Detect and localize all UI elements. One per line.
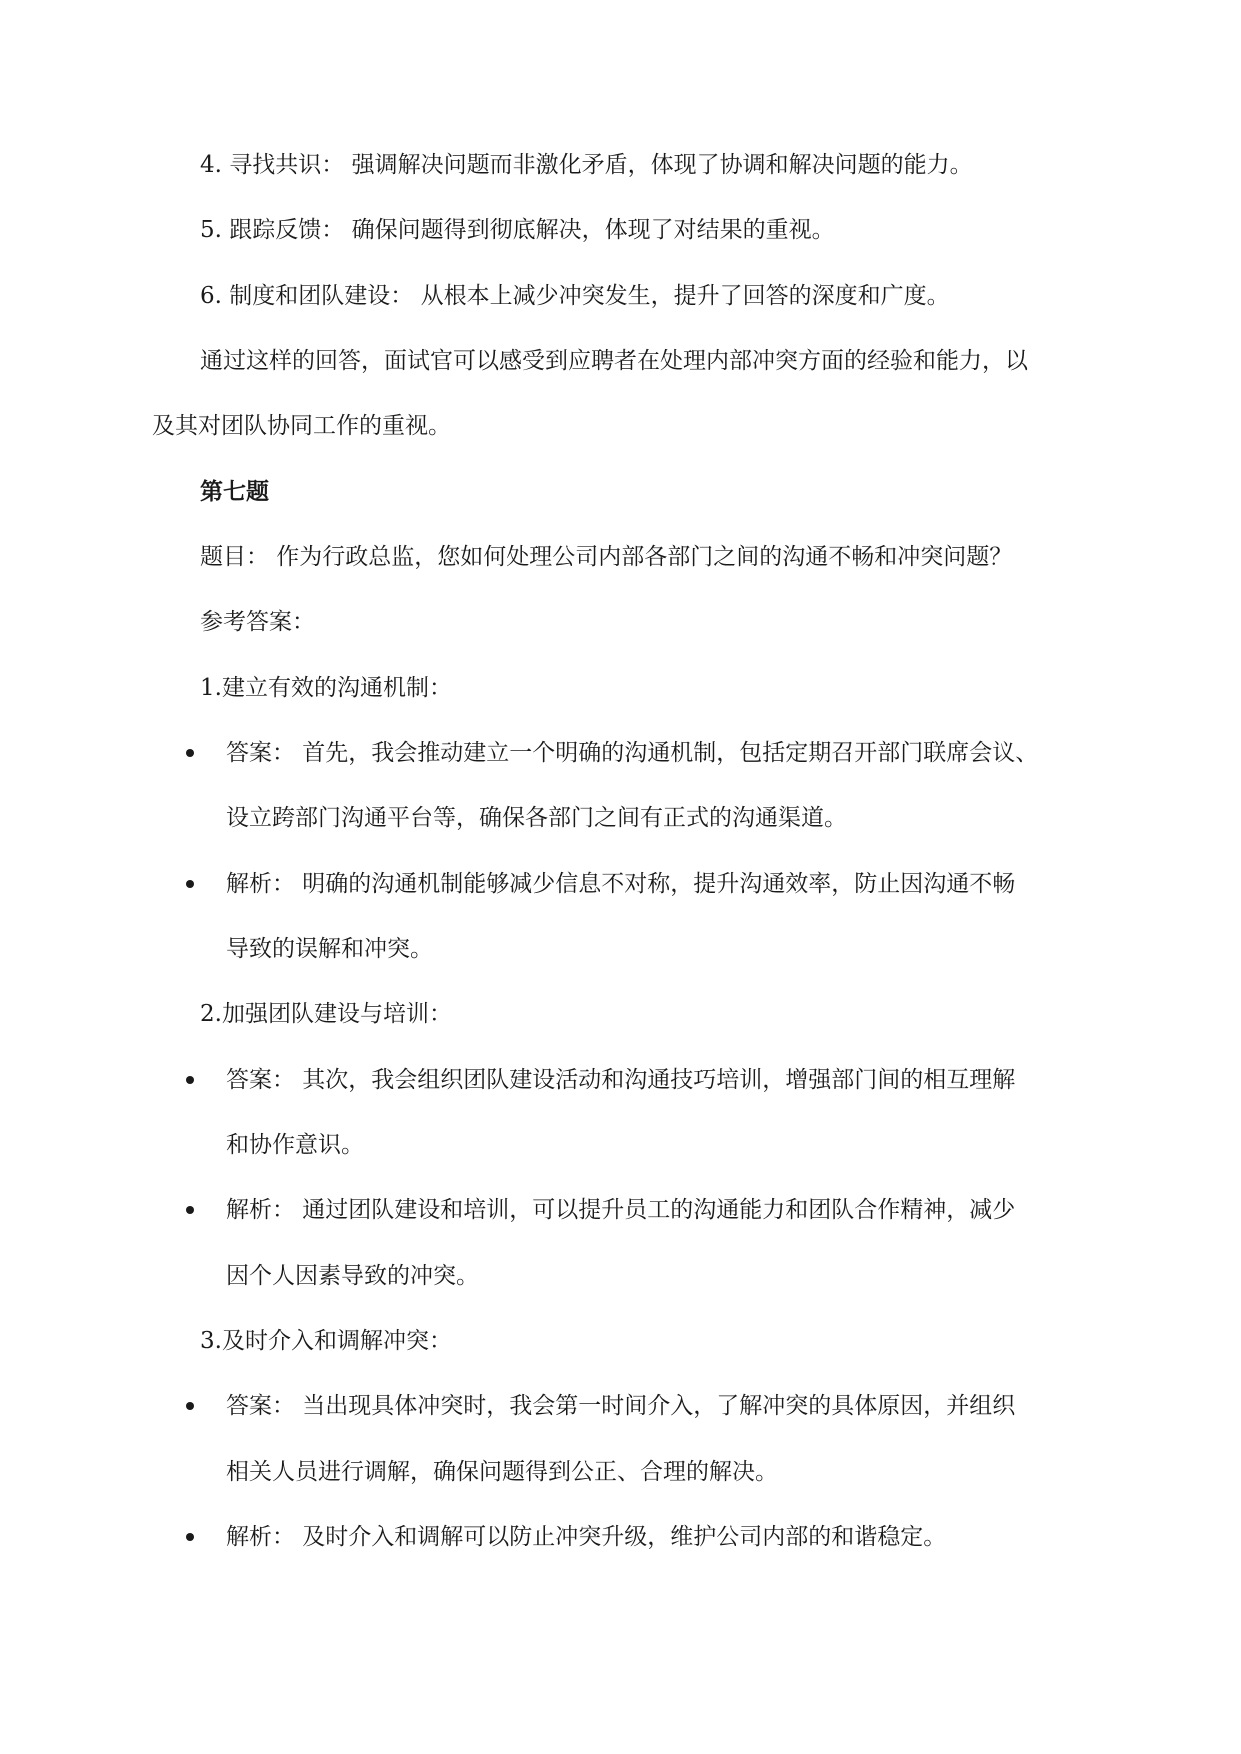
point-2-answer-line-1: 答案： 其次，我会组织团队建设活动和沟通技巧培训，增强部门间的相互理解 [226,1067,1016,1093]
point-2-analysis-line-1: 解析： 通过团队建设和培训，可以提升员工的沟通能力和团队合作精神，减少 [226,1197,1016,1223]
section-heading: 第七题 [200,479,269,505]
point-1-answer-line-2: 设立跨部门沟通平台等，确保各部门之间有正式的沟通渠道。 [226,805,847,831]
point-3-analysis-line-1: 解析： 及时介入和调解可以防止冲突升级，维护公司内部的和谐稳定。 [226,1524,947,1550]
bullet-icon [186,1206,194,1214]
point-2-answer-line-2: 和协作意识。 [226,1132,364,1158]
bullet-icon [186,1533,194,1541]
summary-item-4: 4. 寻找共识： 强调解决问题而非激化矛盾，体现了协调和解决问题的能力。 [200,152,973,178]
point-1-answer-line-1: 答案： 首先，我会推动建立一个明确的沟通机制，包括定期召开部门联席会议、 [226,740,1039,766]
point-3-answer-line-2: 相关人员进行调解，确保问题得到公正、合理的解决。 [226,1459,778,1485]
point-1-analysis-line-1: 解析： 明确的沟通机制能够减少信息不对称，提升沟通效率，防止因沟通不畅 [226,871,1016,897]
conclusion-paragraph-line-1: 通过这样的回答，面试官可以感受到应聘者在处理内部冲突方面的经验和能力，以 [200,348,1028,374]
summary-item-5: 5. 跟踪反馈： 确保问题得到彻底解决，体现了对结果的重视。 [200,217,835,243]
question-text: 题目： 作为行政总监，您如何处理公司内部各部门之间的沟通不畅和冲突问题？ [200,544,1013,570]
bullet-icon [186,1076,194,1084]
point-title-3: 3.及时介入和调解冲突： [200,1328,452,1354]
point-title-2: 2.加强团队建设与培训： [200,1001,452,1027]
bullet-icon [186,880,194,888]
point-2-analysis-line-2: 因个人因素导致的冲突。 [226,1263,479,1289]
bullet-icon [186,749,194,757]
answer-label: 参考答案： [200,609,315,635]
point-title-1: 1.建立有效的沟通机制： [200,675,452,701]
summary-item-6: 6. 制度和团队建设： 从根本上减少冲突发生，提升了回答的深度和广度。 [200,283,950,309]
conclusion-paragraph-line-2: 及其对团队协同工作的重视。 [152,413,451,439]
point-1-analysis-line-2: 导致的误解和冲突。 [226,936,433,962]
point-3-answer-line-1: 答案： 当出现具体冲突时，我会第一时间介入，了解冲突的具体原因，并组织 [226,1393,1016,1419]
bullet-icon [186,1402,194,1410]
